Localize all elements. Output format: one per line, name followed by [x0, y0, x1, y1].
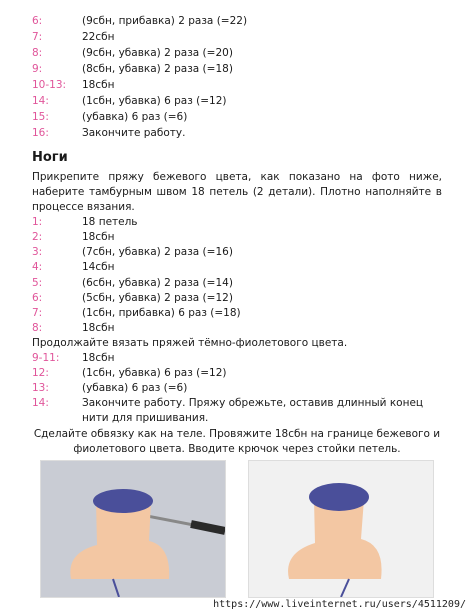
- list-item: 8: 18сбн: [32, 322, 115, 334]
- watermark-url: https://www.liveinternet.ru/users/4511209/: [213, 599, 466, 610]
- section-title: Ноги: [32, 150, 68, 165]
- list-item: 3: (7сбн, убавка) 2 раза (=16): [32, 246, 233, 258]
- list-item: 6: (5сбн, убавка) 2 раза (=12): [32, 292, 233, 304]
- list-item: 9-11: 18сбн: [32, 352, 115, 364]
- continue-note: Продолжайте вязать пряжей тёмно-фиолетового цвета.: [32, 337, 348, 349]
- list-item: 14: (1сбн, убавка) 6 раз (=12): [32, 95, 227, 107]
- list-item: 14: Закончите работу. Пряжу обрежьте, оставив длинный конец нити для пришивания.: [32, 397, 424, 424]
- list-item: 1: 18 петель: [32, 216, 138, 228]
- list-item: 12: (1сбн, убавка) 6 раз (=12): [32, 367, 227, 379]
- list-item: 4: 14сбн: [32, 261, 115, 273]
- photo-leg-in-progress: [40, 460, 226, 598]
- list-item: 6: (9сбн, прибавка) 2 раза (=22): [32, 15, 248, 27]
- list-item: 7: (1сбн, прибавка) 6 раз (=18): [32, 307, 241, 319]
- list-item: 9: (8сбн, убавка) 2 раза (=18): [32, 63, 233, 75]
- list-item: 16: Закончите работу.: [32, 127, 186, 139]
- list-item: 7: 22сбн: [32, 31, 115, 43]
- intro-paragraph: Прикрепите пряжу бежевого цвета, как показано на фото ниже, наберите тамбурным швом 18 петель (2 детали). Плотно наполняйте в процессе вязания.: [32, 171, 442, 213]
- stitch-note: Сделайте обвязку как на теле. Провяжите 18сбн на границе бежевого и фиолетового цвета. Вводите крючок через стойки петель.: [33, 428, 441, 455]
- list-item: 5: (6сбн, убавка) 2 раза (=14): [32, 277, 233, 289]
- photo-finished-leg: [248, 460, 434, 598]
- crochet-leg-finished-illustration: [249, 461, 433, 597]
- crochet-leg-illustration: [41, 461, 225, 597]
- list-item: 13: (убавка) 6 раз (=6): [32, 382, 188, 394]
- list-item: 2: 18сбн: [32, 231, 115, 243]
- list-item: 15: (убавка) 6 раз (=6): [32, 111, 188, 123]
- list-item: 10-13: 18сбн: [32, 79, 115, 91]
- list-item: 8: (9сбн, убавка) 2 раза (=20): [32, 47, 233, 59]
